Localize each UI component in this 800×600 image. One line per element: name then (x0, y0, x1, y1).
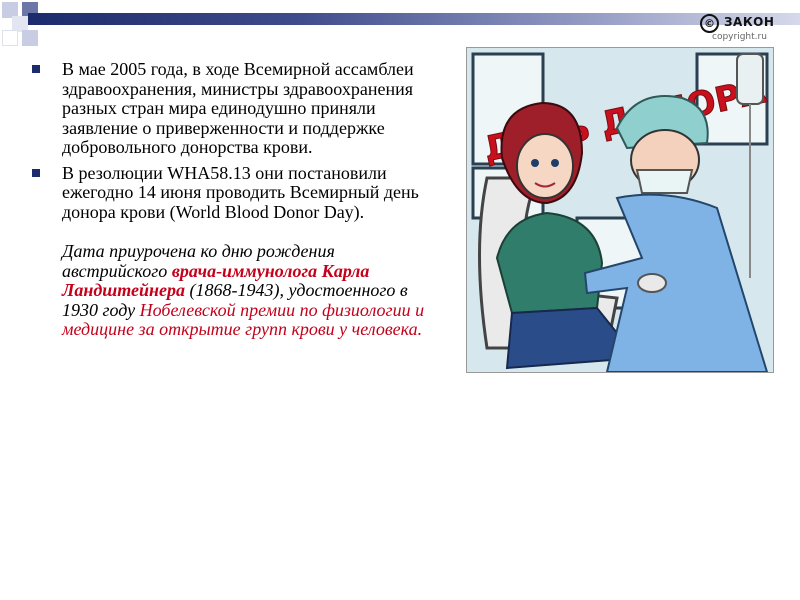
copyright-icon: © (700, 14, 719, 33)
bullet-item (30, 164, 430, 223)
header-decoration (0, 0, 800, 50)
header-bar (28, 13, 800, 25)
donor-day-illustration (466, 47, 774, 373)
note-highlight-prize: Нобелевской премии по физиологии и медицине за открытие групп крови у человека. (62, 299, 425, 339)
square-bullet-icon (32, 169, 40, 177)
deco-square (22, 30, 38, 46)
copyright-watermark (700, 14, 782, 44)
square-bullet-icon (32, 65, 40, 73)
watermark-line2: copyright.ru (712, 32, 767, 42)
slide-text (30, 60, 430, 340)
bullet-text: В мае 2005 года, в ходе Всемирной ассамблеи здравоохранения, министры здравоохранения разных стран мира единодушно приняли заявление о приверженности и поддержке добровольного донорства крови. (62, 59, 414, 157)
illustration-svg (467, 48, 773, 372)
note-text: (1868-1943), удостоенного в 1930 году (62, 280, 408, 320)
watermark-line1: ЗАКОН (724, 15, 775, 29)
bullet-text: В резолюции WHA58.13 они постановили ежегодно 14 июня проводить Всемирный день донора крови (World Blood Donor Day). (62, 162, 419, 222)
note-text: Дата приурочена ко дню рождения австрийского (62, 241, 335, 281)
note-paragraph (30, 242, 430, 340)
bullet-item (30, 60, 430, 158)
note-highlight-name: врача-иммунолога Карла Ландштейнера (62, 260, 370, 300)
deco-square (2, 30, 18, 46)
